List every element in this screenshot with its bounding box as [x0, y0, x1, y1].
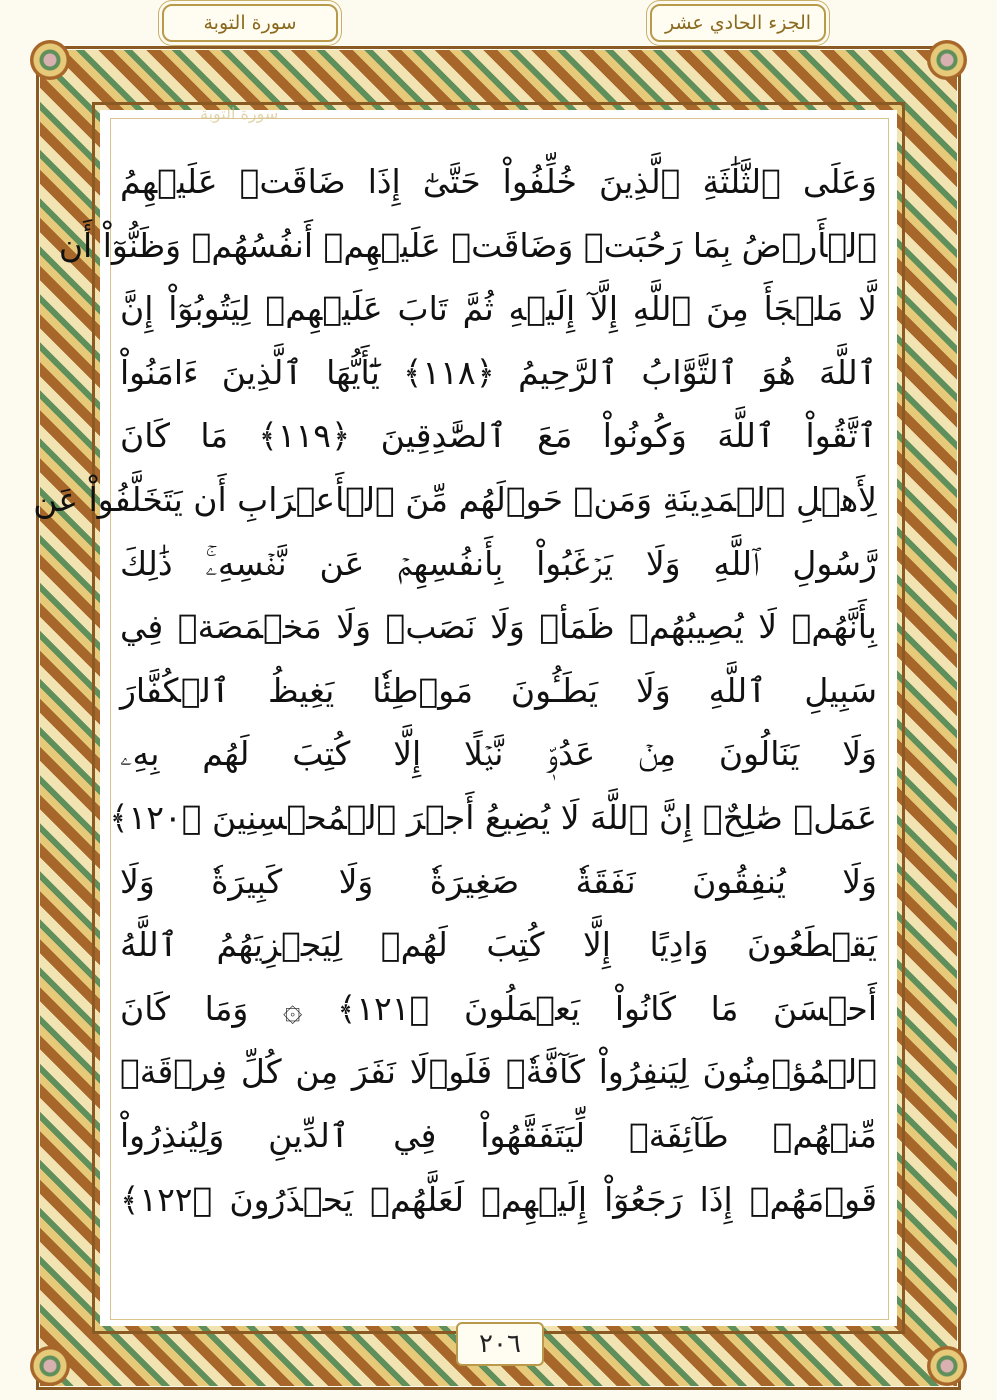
juz-name: الجزء الحادي عشر	[664, 12, 812, 34]
verse-line: لَّا مَلۡجَأَ مِنَ ٱللَّهِ إِلَّآ إِلَيۡهِ ثُمَّ تَابَ عَلَيۡهِمۡ لِيَتُوبُوٓاْ إِنَّ	[120, 289, 877, 329]
verse-line: يَقۡطَعُونَ وَادِيًا إِلَّا كُتِبَ لَهُمۡ لِيَجۡزِيَهُمُ ٱللَّهُ	[120, 925, 877, 965]
corner-ornament-icon	[927, 1346, 967, 1386]
surah-name: سورة التوبة	[203, 12, 297, 34]
verse-line: قَوۡمَهُمۡ إِذَا رَجَعُوٓاْ إِلَيۡهِمۡ لَعَلَّهُمۡ يَحۡذَرُونَ ﴿١٢٢﴾	[120, 1179, 877, 1219]
verse-line: لِأَهۡلِ ٱلۡمَدِينَةِ وَمَنۡ حَوۡلَهُم مِّنَ ٱلۡأَعۡرَابِ أَن يَتَخَلَّفُواْ عَن	[33, 479, 877, 519]
verse-line: ٱلۡمُؤۡمِنُونَ لِيَنفِرُواْ كَآفَّةٗۚ فَلَوۡلَا نَفَرَ مِن كُلِّ فِرۡقَةٖ	[120, 1052, 877, 1092]
corner-ornament-icon	[30, 40, 70, 80]
corner-ornament-icon	[30, 1346, 70, 1386]
surah-name-header	[162, 4, 338, 42]
verse-line: رَّسُولِ ٱللَّهِ وَلَا يَرۡغَبُواْ بِأَنفُسِهِمۡ عَن نَّفۡسِهِۦۚ ذَٰلِكَ	[120, 543, 877, 583]
faint-surah-title: سورة التوبة	[200, 104, 279, 123]
verse-line: وَلَا يَنَالُونَ مِنۡ عَدُوّٖ نَّيۡلًا إِلَّا كُتِبَ لَهُم بِهِۦ	[120, 734, 877, 774]
verse-line: عَمَلٞ صَٰلِحٌۚ إِنَّ ٱللَّهَ لَا يُضِيعُ أَجۡرَ ٱلۡمُحۡسِنِينَ ﴿١٢٠﴾	[109, 797, 877, 837]
verse-line: ٱللَّهَ هُوَ ٱلتَّوَّابُ ٱلرَّحِيمُ ﴿١١٨﴾ يَٰٓأَيُّهَا ٱلَّذِينَ ءَامَنُواْ	[120, 352, 877, 392]
juz-name-header	[650, 4, 826, 42]
page-number: ٢٠٦	[479, 1329, 521, 1359]
verse-line: وَلَا يُنفِقُونَ نَفَقَةٗ صَغِيرَةٗ وَلَا كَبِيرَةٗ وَلَا	[120, 861, 877, 901]
verse-line: وَعَلَى ٱلثَّلَٰثَةِ ٱلَّذِينَ خُلِّفُواْ حَتَّىٰٓ إِذَا ضَاقَتۡ عَلَيۡهِمُ	[120, 162, 877, 201]
corner-ornament-icon	[927, 40, 967, 80]
verse-line: أَحۡسَنَ مَا كَانُواْ يَعۡمَلُونَ ﴿١٢١﴾ ۞ وَمَا كَانَ	[120, 988, 877, 1028]
verse-line: ٱلۡأَرۡضُ بِمَا رَحُبَتۡ وَضَاقَتۡ عَلَيۡهِمۡ أَنفُسُهُمۡ وَظَنُّوٓاْ أَن	[58, 225, 877, 265]
verse-line: بِأَنَّهُمۡ لَا يُصِيبُهُمۡ ظَمَأٞ وَلَا نَصَبٞ وَلَا مَخۡمَصَةٞ فِي	[120, 607, 877, 647]
verse-line: سَبِيلِ ٱللَّهِ وَلَا يَطَـُٔونَ مَوۡطِئٗا يَغِيظُ ٱلۡكُفَّارَ	[120, 670, 877, 710]
page-number-box	[456, 1322, 544, 1366]
verse-line: مِّنۡهُمۡ طَآئِفَةٞ لِّيَتَفَقَّهُواْ فِي ٱلدِّينِ وَلِيُنذِرُواْ	[120, 1115, 877, 1155]
verse-line: ٱتَّقُواْ ٱللَّهَ وَكُونُواْ مَعَ ٱلصَّٰدِقِينَ ﴿١١٩﴾ مَا كَانَ	[120, 416, 877, 456]
quran-text-block	[33, 150, 877, 1231]
